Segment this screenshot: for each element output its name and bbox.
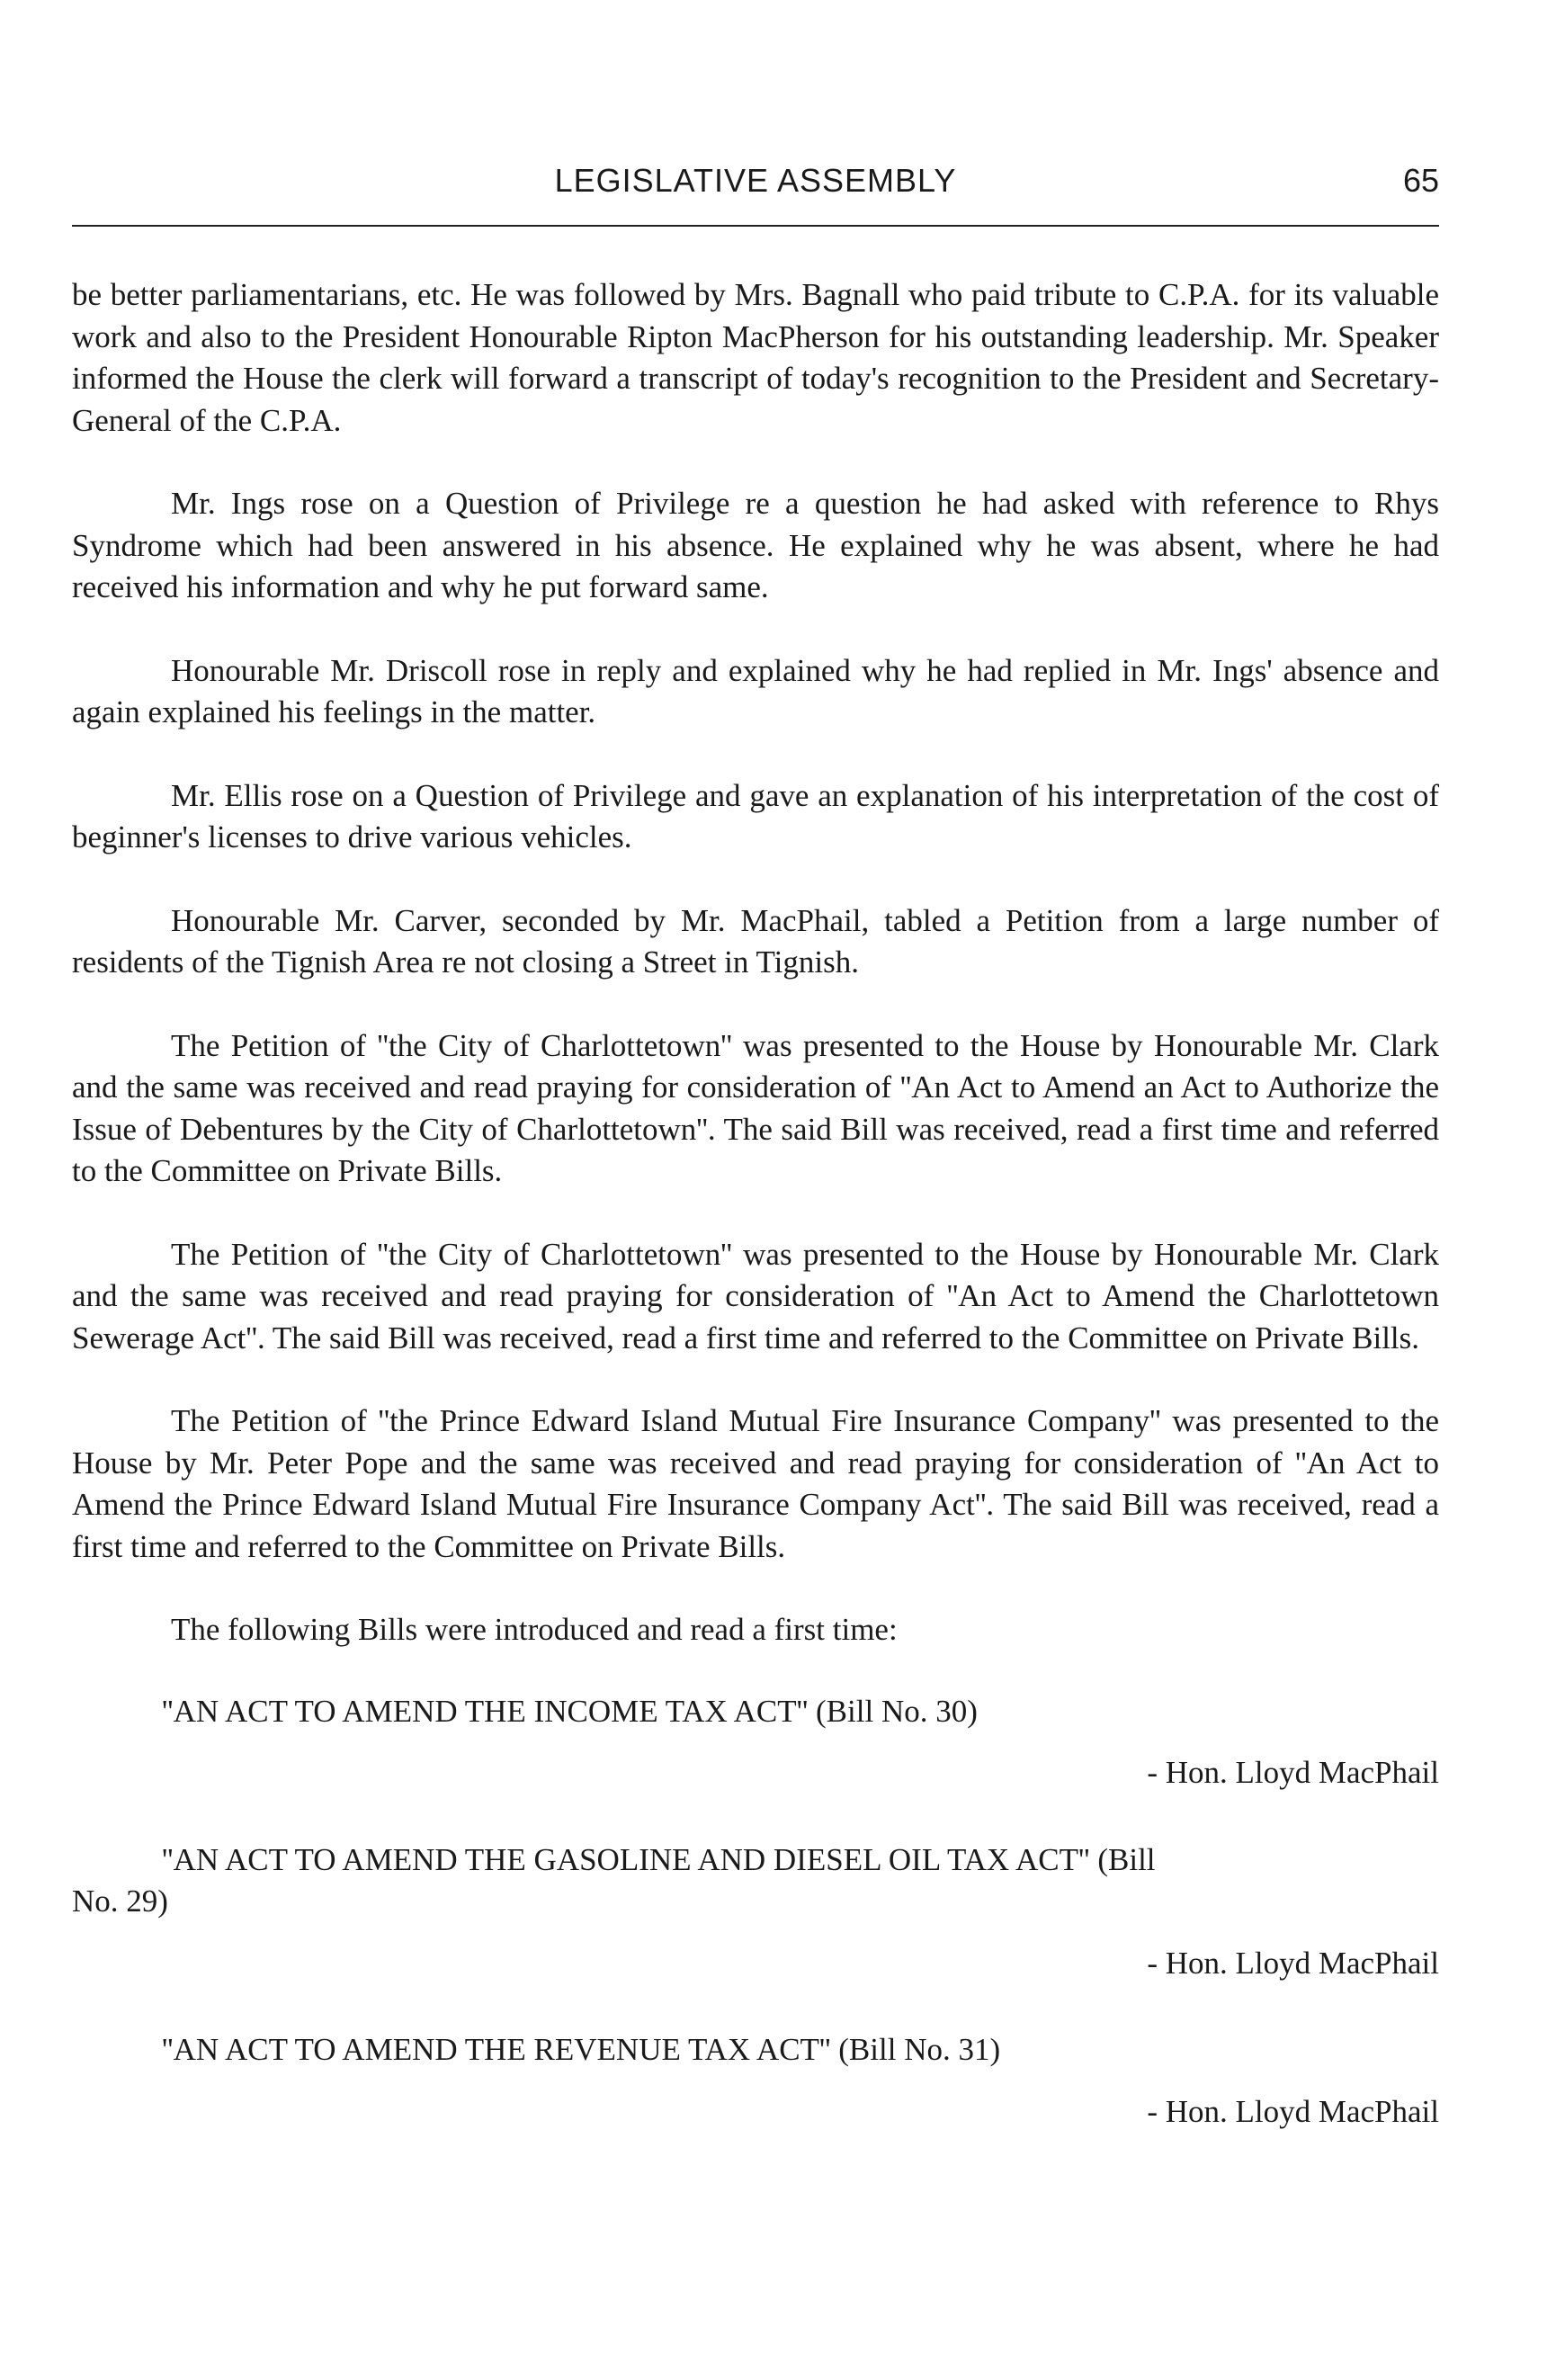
paragraph: Mr. Ellis rose on a Question of Privilege and gave an explanation of his interpretation of the cost of beginner's licenses to drive various vehicles. [72,777,1439,854]
bill-title-text: ''AN ACT TO AMEND THE GASOLINE AND DIESEL OIL TAX ACT'' (Bill [162,1841,1156,1877]
paragraph: The Petition of ''the City of Charlottetown'' was presented to the House by Honourable Mr. Clark and the same was received and read praying for consideration of ''An Act to Amend the Charlottetown Sewerage Act''. The said Bill was received, read a first time and referred to the Committee on Private Bills. [72,1236,1439,1356]
document-page [72,162,1439,2129]
running-title: LEGISLATIVE ASSEMBLY [554,162,957,199]
paragraph: be better parliamentarians, etc. He was followed by Mrs. Bagnall who paid tribute to C.P.A. for its valuable work and also to the President Honourable Ripton MacPherson for his outstanding leadership. Mr. Speaker informed the House the clerk will forward a transcript of today's recognition to the President and Secretary-General of the C.P.A. [72,277,1439,438]
running-header [72,162,1439,216]
bill-entry [72,1691,1439,1794]
bill-title: ''AN ACT TO AMEND THE REVENUE TAX ACT'' (Bill No. 31) [162,2032,1001,2067]
bill-title-continuation: No. 29) [72,1883,168,1919]
paragraph: The Petition of ''the Prince Edward Island Mutual Fire Insurance Company'' was presented to the House by Mr. Peter Pope and the same was received and read praying for consideration of ''An Act to Amend the Prince Edward Island Mutual Fire Insurance Company Act''. The said Bill was received, read a first time and referred to the Committee on Private Bills. [72,1403,1439,1564]
body-text [72,274,1439,2178]
bill-sponsor: - Hon. Lloyd MacPhail [1147,1945,1439,1981]
paragraph: The Petition of ''the City of Charlottetown'' was presented to the House by Honourable Mr. Clark and the same was received and read praying for consideration of ''An Act to Amend an Act to Authorize the Issue of Debentures by the City of Charlottetown''. The said Bill was received, read a first time and referred to the Committee on Private Bills. [72,1027,1439,1188]
paragraph: Honourable Mr. Driscoll rose in reply and explained why he had replied in Mr. Ings' absence and again explained his feelings in the matter. [72,652,1439,729]
bill-sponsor: - Hon. Lloyd MacPhail [1147,2093,1439,2129]
paragraph: Honourable Mr. Carver, seconded by Mr. MacPhail, tabled a Petition from a large number of residents of the Tignish Area re not closing a Street in Tignish. [72,902,1439,980]
bill-entry [72,2029,1439,2133]
bill-entry [72,1839,1439,1985]
bill-title [72,1839,1439,1923]
paragraph: Mr. Ings rose on a Question of Privilege re a question he had asked with reference to Rhys Syndrome which had been answered in his absence. He explained why he was absent, where he had received his information and why he put forward same. [72,486,1439,604]
page-number: 65 [1402,162,1439,199]
bill-title: ''AN ACT TO AMEND THE INCOME TAX ACT'' (Bill No. 30) [162,1693,978,1729]
bill-sponsor: - Hon. Lloyd MacPhail [1147,1755,1439,1790]
bills-intro: The following Bills were introduced and read a first time: [171,1612,898,1647]
header-rule [72,225,1439,227]
